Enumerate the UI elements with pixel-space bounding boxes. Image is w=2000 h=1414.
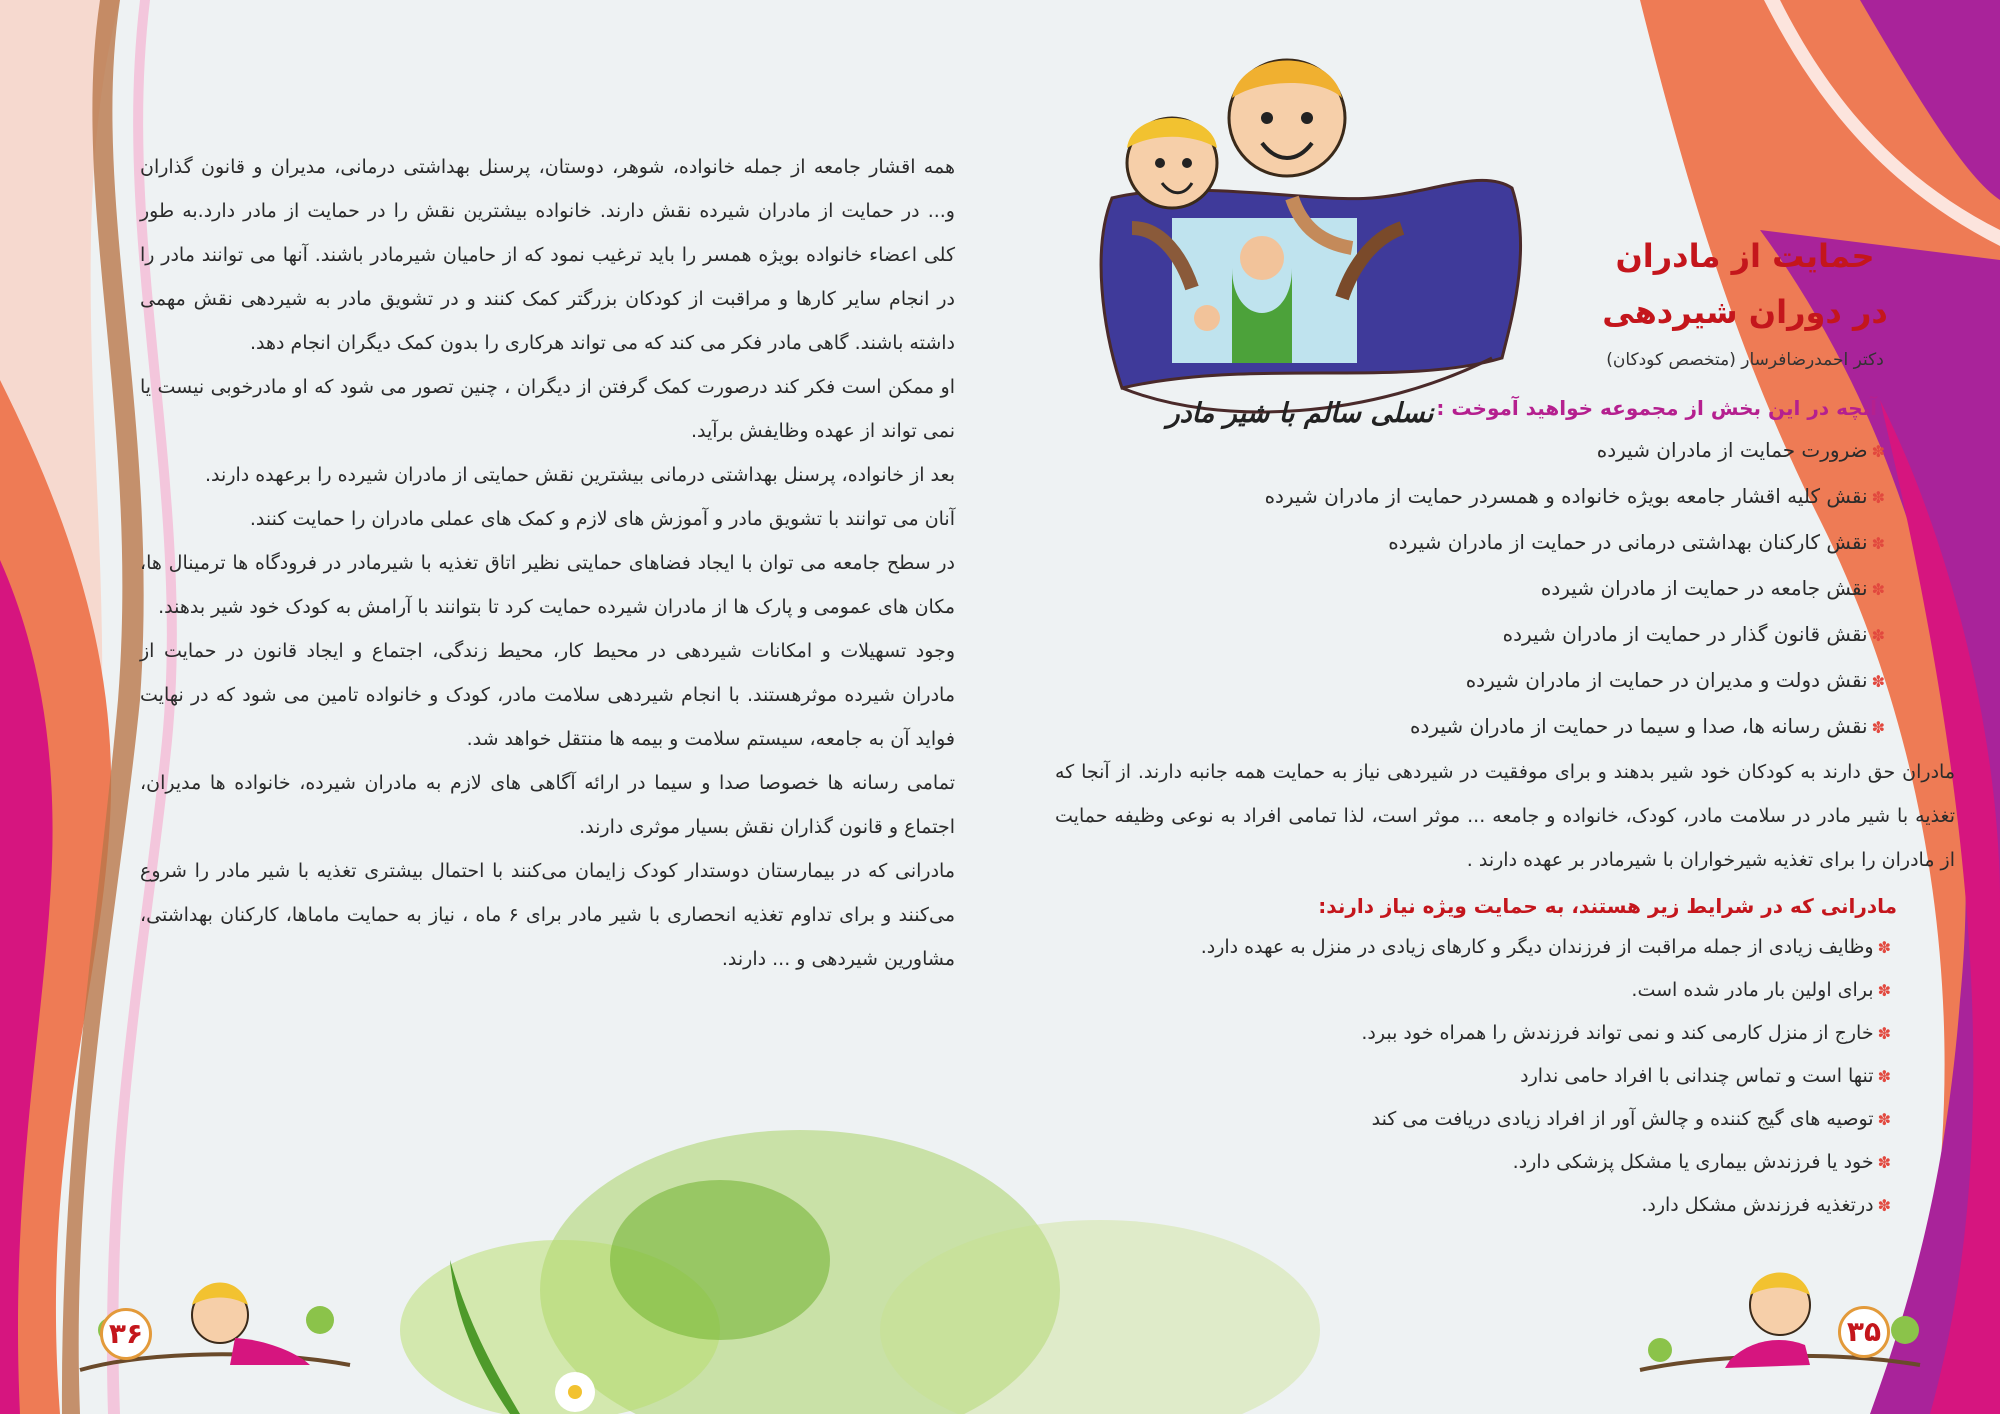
star-bullet-icon: ✽	[1871, 534, 1885, 553]
list-item: ✽نقش کلیه اقشار جامعه بویژه خانواده و همسردر حمایت از مادران شیرده	[1264, 484, 1885, 508]
paragraph: مادرانی که در بیمارستان دوستدار کودک زایمان می‌کنند با احتمال بیشتری تغذیه با شیر مادر را شروع می‌کنند و برای تداوم تغذیه انحصاری با شیر مادر برای ۶ ماه ، نیاز به حمایت ماماها، کارکنان بهداشتی، مشاورین شیردهی و ... دارند.	[140, 860, 955, 970]
slogan: نسلی سالم با شیر مادر	[1166, 398, 1434, 429]
star-bullet-icon: ✽	[1877, 981, 1891, 1000]
list-item: ✽ضرورت حمایت از مادران شیرده	[1596, 438, 1885, 462]
list-item: ✽درتغذیه فرزندش مشکل دارد.	[1641, 1194, 1891, 1216]
conditions-list	[1055, 926, 1955, 1227]
list-item: ✽نقش قانون گذار در حمایت از مادران شیرده	[1502, 622, 1885, 646]
left-page-body	[140, 145, 955, 981]
star-bullet-icon: ✽	[1871, 442, 1885, 461]
paragraph: او ممکن است فکر کند درصورت کمک گرفتن از دیگران ، چنین تصور می شود که او مادرخوبی نیست یا نمی تواند از عهده وظایفش برآید.	[140, 376, 955, 442]
star-bullet-icon: ✽	[1871, 580, 1885, 599]
paragraph: وجود تسهیلات و امکانات شیردهی در محیط کار، محیط زندگی، اجتماع و ایجاد قانون در حمایت از مادران شیرده موثرهستند. با انجام شیردهی سلامت مادر، کودک و خانواده تامین می شود که در نهایت فواید آن به جامعه، سیستم سلامت و بیمه ها منتقل خواهد شد.	[140, 640, 955, 750]
paragraph: تمامی رسانه ها خصوصا صدا و سیما در ارائه آگاهی های لازم به مادران شیرده، خانواده ها مدیران، اجتماع و قانون گذاران نقش بسیار موثری دارند.	[140, 772, 955, 838]
list-item: ✽برای اولین بار مادر شده است.	[1631, 979, 1891, 1001]
topics-list	[1055, 428, 1955, 750]
list-item: ✽نقش جامعه در حمایت از مادران شیرده	[1540, 576, 1885, 600]
topics-heading: آنچه در این بخش از مجموعه خواهید آموخت :	[1436, 396, 1877, 420]
list-item: ✽نقش رسانه ها، صدا و سیما در حمایت از مادران شیرده	[1409, 714, 1885, 738]
page-title-line2: در دوران شیردهی	[1602, 293, 1888, 331]
star-bullet-icon: ✽	[1877, 938, 1891, 957]
paragraph: آنان می توانند با تشویق مادر و آموزش های لازم و کمک های عملی مادران را حمایت کنند.	[249, 508, 955, 530]
star-bullet-icon: ✽	[1877, 1153, 1891, 1172]
list-item: ✽وظایف زیادی از جمله مراقبت از فرزندان دیگر و کارهای زیادی در منزل به عهده دارد.	[1200, 936, 1891, 958]
list-item: ✽نقش دولت و مدیران در حمایت از مادران شیرده	[1465, 668, 1885, 692]
list-item: ✽خود یا فرزندش بیماری یا مشکل پزشکی دارد.	[1512, 1151, 1891, 1173]
star-bullet-icon: ✽	[1871, 626, 1885, 645]
star-bullet-icon: ✽	[1871, 672, 1885, 691]
paragraph: همه اقشار جامعه از جمله خانواده، شوهر، دوستان، پرسنل بهداشتی درمانی، مدیران و قانون گذاران و... در حمایت از مادران شیرده نقش دارند. خانواده بیشترین نقش را در حمایت از مادر دارد.به طور کلی اعضاء خانواده بویژه همسر را باید ترغیب نمود که از حامیان شیرمادر باشند. آنها می توانند مادر را در انجام سایر کارها و مراقبت از کودکان بزرگتر کمک کنند و در تشویق مادر به شیردهی نقش مهمی داشته باشند. گاهی مادر فکر می کند که می تواند هرکاری را بدون کمک دیگران انجام دهد.	[140, 156, 955, 354]
paragraph: در سطح جامعه می توان با ایجاد فضاهای حمایتی نظیر اتاق تغذیه با شیرمادر در فرودگاه ها ترمینال ها، مکان های عمومی و پارک ها از مادران شیرده حمایت کرد تا بتوانند با آرامش به کودک خود شیر بدهند.	[140, 552, 955, 618]
page-title-line1: حمایت از مادران	[1615, 237, 1875, 275]
list-item: ✽تنها است و تماس چندانی با افراد حامی ندارد	[1520, 1065, 1891, 1087]
author: دکتر احمدرضافرسار (متخصص کودکان)	[1606, 350, 1884, 370]
page-number-left: ۳۶	[100, 1308, 152, 1360]
star-bullet-icon: ✽	[1877, 1024, 1891, 1043]
star-bullet-icon: ✽	[1877, 1110, 1891, 1129]
star-bullet-icon: ✽	[1877, 1067, 1891, 1086]
star-bullet-icon: ✽	[1871, 718, 1885, 737]
right-page-body	[1055, 228, 1955, 1227]
list-item: ✽توصیه های گیج کننده و چالش آور از افراد زیادی دریافت می کند	[1371, 1108, 1891, 1130]
list-item: ✽خارج از منزل کارمی کند و نمی تواند فرزندش را همراه خود ببرد.	[1361, 1022, 1891, 1044]
page-number-right: ۳۵	[1838, 1306, 1890, 1358]
star-bullet-icon: ✽	[1877, 1196, 1891, 1215]
paragraph: بعد از خانواده، پرسنل بهداشتی درمانی بیشترین نقش حمایتی از مادران شیرده را برعهده دارند.	[205, 464, 955, 486]
intro-paragraph: مادران حق دارند به کودکان خود شیر بدهند و برای موفقیت در شیردهی نیاز به حمایت همه جانبه دارند. از آنجا که تغذیه با شیر مادر در سلامت مادر، کودک، خانواده و جامعه ... موثر است، لذا تمامی افراد به نوعی وظیفه حمایت از مادران را برای تغذیه شیرخواران با شیرمادر بر عهده دارند .	[1055, 761, 1955, 871]
conditions-heading: مادرانی که در شرایط زیر هستند، به حمایت ویژه نیاز دارند:	[1318, 894, 1897, 918]
star-bullet-icon: ✽	[1871, 488, 1885, 507]
list-item: ✽نقش کارکنان بهداشتی درمانی در حمایت از مادران شیرده	[1388, 530, 1885, 554]
